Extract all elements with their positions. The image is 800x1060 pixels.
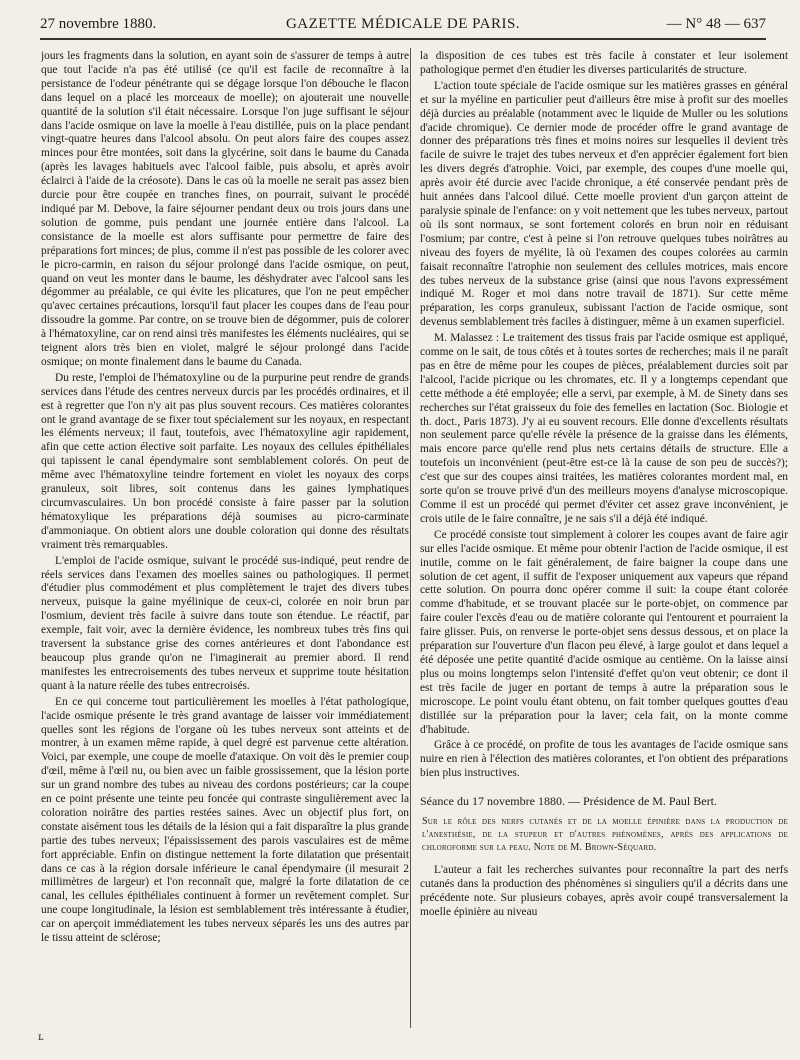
paragraph: Du reste, l'emploi de l'hématoxyline ou de la purpurine peut rendre de grands services dans l'étude des centres nerveux durcis par les procédés ordinaires, et il est à regretter que l'on n'y ait pas plus souvent recours. Ces matières colorantes ont le grand avantage de se fixer tout spécialement sur les noyaux, en respectant les éléments nerveux; il faut, toutefois, avec l'hématoxyline agir rapidement, afin que cette action élective soit parfaite. Les noyaux des cellules épithéliales qui tapissent le canal épendymaire sont semblablement colorés. On peut de même avec l'hématoxyline teindre fortement en violet les noyaux des corps granuleux, soit libres, soit contenus dans les gaines lymphatiques circumvasculaires. Un bon procédé consiste à faire passer par la solution hématoxylique les préparations déjà soumises au picro-carminate d'ammoniaque. On obtient alors une double coloration qui donne des résultats vraiment très remarquables. <box>41 371 409 551</box>
column-divider <box>410 48 411 1028</box>
corner-mark: ʟ <box>38 1032 44 1043</box>
paragraph: En ce qui concerne tout particulièrement les moelles à l'état pathologique, l'acide osmique présente le très grand avantage de laisser voir immédiatement quelles sont les régions de l'organe où les tubes nerveux sont atteints et de montrer, à un examen même rapide, à quel degré est parvenue cette altération. Voici, par exemple, une coupe de moelle d'ataxique. On voit dès le premier coup d'œil, même à l'œil nu, ou bien avec un faible grossissement, que la lésion porte sur un grand nombre des tubes au niveau des cordons postérieurs; car la coupe en ce point présente une teinte peu foncée qui contraste singulièrement avec la coloration noirâtre des parties restées saines. Avec un objectif plus fort, on constate aisément tous les détails de la lésion qui a fait disparaître la plus grande partie des tubes nerveux; l'épaississement des parois vasculaires est de même fort appréciable. Enfin on distingue nettement la forte dilatation que présentait dans ce cas à la région dorsale inférieure le canal épendymaire (il mesurait 2 millimètres de largeur) et l'on reconnaît que, malgré la forte dilatation de ce canal, les cellules épithéliales continuent à former un revêtement complet. Sur une coupe longitudinale, la lésion est semblablement très intéressante à étudier, car on aperçoit immédiatement les tubes nerveux séparés les uns des autres par le tissu atteint de sclérose; <box>41 695 409 945</box>
paragraph: L'action toute spéciale de l'acide osmique sur les matières grasses en général et sur la myéline en particulier peut d'ailleurs être mise à profit sur des moelles déjà durcies au préalable (notamment avec le liquide de Muller ou les solutions d'acide chromique). Ce dernier mode de procéder offre le grand avantage de donner des préparations très fines et moins noires sur lesquelles il devient très facile de suivre le trajet des tubes nerveux et d'en apprécier également fort bien les divers degrés d'atrophie. Voici, par exemple, des coupes d'une moelle qui, après avoir été durcie avec l'acide chronique, a été conservée pendant près de huit années dans l'alcool dilué. Cette moelle provient d'un garçon atteint de paralysie spinale de l'enfance: on y voit nettement que les tubes nerveux, partout où ils sont normaux, se sont fortement colorés en brun noir en réduisant l'osmium; par contre, c'est à peine si l'on retrouve quelques tubes noirâtres au niveau des foyers de myélite, là où l'examen des coupes colorées au carmin faisait reconnaître l'atrophie non seulement des cellules motrices, mais encore des tubes nerveux de la substance grise (ainsi que nous l'avons expressément indiqué M. Roger et moi dans notre travail de 1871). Sur cette même préparation, les corps granuleux, subissant l'action de l'acide osmique, sont devenus semblablement très faciles à distinguer, même à un examen superficiel. <box>420 79 788 329</box>
left-column <box>41 50 409 1050</box>
paragraph: L'auteur a fait les recherches suivantes pour reconnaître la part des nerfs cutanés dans la production des phénomènes si singuliers qu'il a décrits dans une précédente note. Sur plusieurs cobayes, après avoir coupé transversalement la moelle épinière au niveau <box>420 864 788 918</box>
paragraph: Ce procédé consiste tout simplement à colorer les coupes avant de faire agir sur elles l'acide osmique. Et même pour obtenir l'action de l'acide osmique, il est inutile, comme on le fait généralement, de faire baigner la coupe dans une solution de cet agent, il suffit de l'exposer uniquement aux vapeurs que répand cette solution. On pourra donc opérer comme il suit: la coupe étant colorée comme d'habitude, et se trouvant placée sur le porte-objet, on commence par faire couler l'excès d'eau ou de matière colorante qui l'entourent et pourraient la faire glisser. Puis, on renverse le porte-objet sens dessus dessous, et on place la préparation sur l'ouverture d'un flacon peu élevé, à large goulot et dans lequel a été déposée une petite quantité d'acide osmique au centième. On la laisse ainsi plus ou moins longtemps selon l'intensité d'effet qu'on veut obtenir; ce dont il est très facile de juger en portant de temps à autre la préparation sous le microscope. Le point voulu étant obtenu, on fait tomber quelques gouttes d'eau distillée sur la préparation pour la laver; cela fait, on la monte comme d'habitude. <box>420 528 788 736</box>
header-issue-page: — N° 48 — 637 <box>666 16 766 32</box>
article-title: Sur le rôle des nerfs cutanés et de la moelle épinière dans la production de l'anesthésie, de la stupeur et d'autres phénomènes, après des applications de chloroforme sur la peau. Note de M. Brown-Séquard. <box>422 816 788 854</box>
paragraph: L'emploi de l'acide osmique, suivant le procédé sus-indiqué, peut rendre de réels services dans l'examen des moelles saines ou pathologiques. Il permet d'étudier plus commodément et plus complètement le trajet des divers tubes nerveux, puisque la gaine myélinique de ceux-ci, colorée en noir brun par l'osmium, devient très facile à suivre dans toute son étendue. Le réactif, par exemple, fait voir, avec la dernière évidence, les nombreux tubes très fins qui traversent la substance grise des cornes antérieures et dont l'abondance est beaucoup plus grande qu'on ne l'imaginerait au premier abord. Il rend manifestes les entrecroisements des tubes nerveux et supprime toute hésitation quant à la nature réelle des tubes entrecroisés. <box>41 554 409 692</box>
paragraph: jours les fragments dans la solution, en ayant soin de s'assurer de temps à autre que tout l'acide n'a pas été utilisé (ce qu'il est facile de reconnaître à la persistance de l'odeur pénétrante qui se dégage lorsque l'on débouche le flacon dans lequel on a placé les morceaux de moelle); on ajouterait une nouvelle quantité de la solution s'il était nécessaire. Lorsque l'on juge suffisant le séjour dans l'acide osmique on lave la moelle à l'eau distillée, puis on la place pendant vingt-quatre heures dans l'alcool absolu. On peut alors faire des coupes assez minces pour être montées, soit dans la glycérine, soit dans le baume du Canada (après les lavages habituels avec l'alcool faible, puis absolu, et après avoir éclairci à l'aide de la créosote). Dans le cas où la moelle ne serait pas assez bien durcie pour être coupée en tranches fines, on pourrait, suivant le procédé indiqué par M. Debove, la faire séjourner pendant deux ou trois jours dans une solution de gomme, puis pendant une journée entière dans l'alcool. La consistance de la moelle est alors suffisante pour permettre de faire des préparations fort minces; de plus, comme il n'est pas possible de les colorer avec le picro-carmin, en raison du séjour prolongé dans l'acide osmique, on peut, quand on veut les monter dans le baume, les déshydrater avec l'alcool sans les dégommer au préalable, ce qui évite les plicatures, que l'on ne peut empêcher qu'avec certaines précautions, lorsqu'il faut placer les coupes dans de l'eau pour dissoudre la gomme. Par contre, on se trouve bien de dégommer, puis de colorer à l'hématoxyline, car on rend ainsi très manifestes les éléments nucléaires, qui se teignent alors très bien en violet, malgré le séjour prolongé dans l'acide osmique; on monte finalement dans le baume du Canada. <box>41 50 409 368</box>
header-date: 27 novembre 1880. <box>40 16 157 32</box>
session-heading: Séance du 17 novembre 1880. — Présidence de M. Paul Bert. <box>420 794 717 809</box>
right-column <box>420 50 788 1050</box>
header-journal-title: GAZETTE MÉDICALE DE PARIS. <box>285 16 521 32</box>
page-header <box>40 14 766 40</box>
paragraph: Grâce à ce procédé, on profite de tous les avantages de l'acide osmique sans nuire en rien à l'élection des matières colorantes, et l'on obtient des préparations bien plus instructives. <box>420 739 788 780</box>
paragraph: la disposition de ces tubes est très facile à constater et leur isolement pathologique permet d'en étudier les diverses particularités de structure. <box>420 50 788 76</box>
paragraph: M. Malassez : Le traitement des tissus frais par l'acide osmique est appliqué, comme on le sait, de tous côtés et à toutes sortes de recherches; mais il ne paraît pas en être de même pour les coupes de pièces, préalablement durcies soit par l'alcool, l'acide picrique ou les chromates, etc. Il y a longtemps cependant que cette méthode a été employée; elle a servi, par exemple, à M. de Sinety dans ses recherches sur l'état graisseux du foie des femelles en lactation (Soc. Biologie et th. doct., Paris 1873). J'y ai eu souvent recours. Elle donne d'excellents résultats non seulement parce qu'elle révèle la présence de la graisse dans les éléments, mais encore parce qu'elle rend plus nets certains détails de structure. Elle a toutefois un inconvénient (peut-être est-ce là la cause de son peu de succès?); c'est que sur des coupes ainsi traitées, les matières colorantes mordent mal, en sorte qu'on se trouve privé d'un des meilleurs moyens d'analyse microscopique. Comme il est un procédé qui permet d'éviter cet assez grave inconvénient, je crois utile de le faire connaître, je ne sais s'il a déjà été indiqué. <box>420 332 788 525</box>
